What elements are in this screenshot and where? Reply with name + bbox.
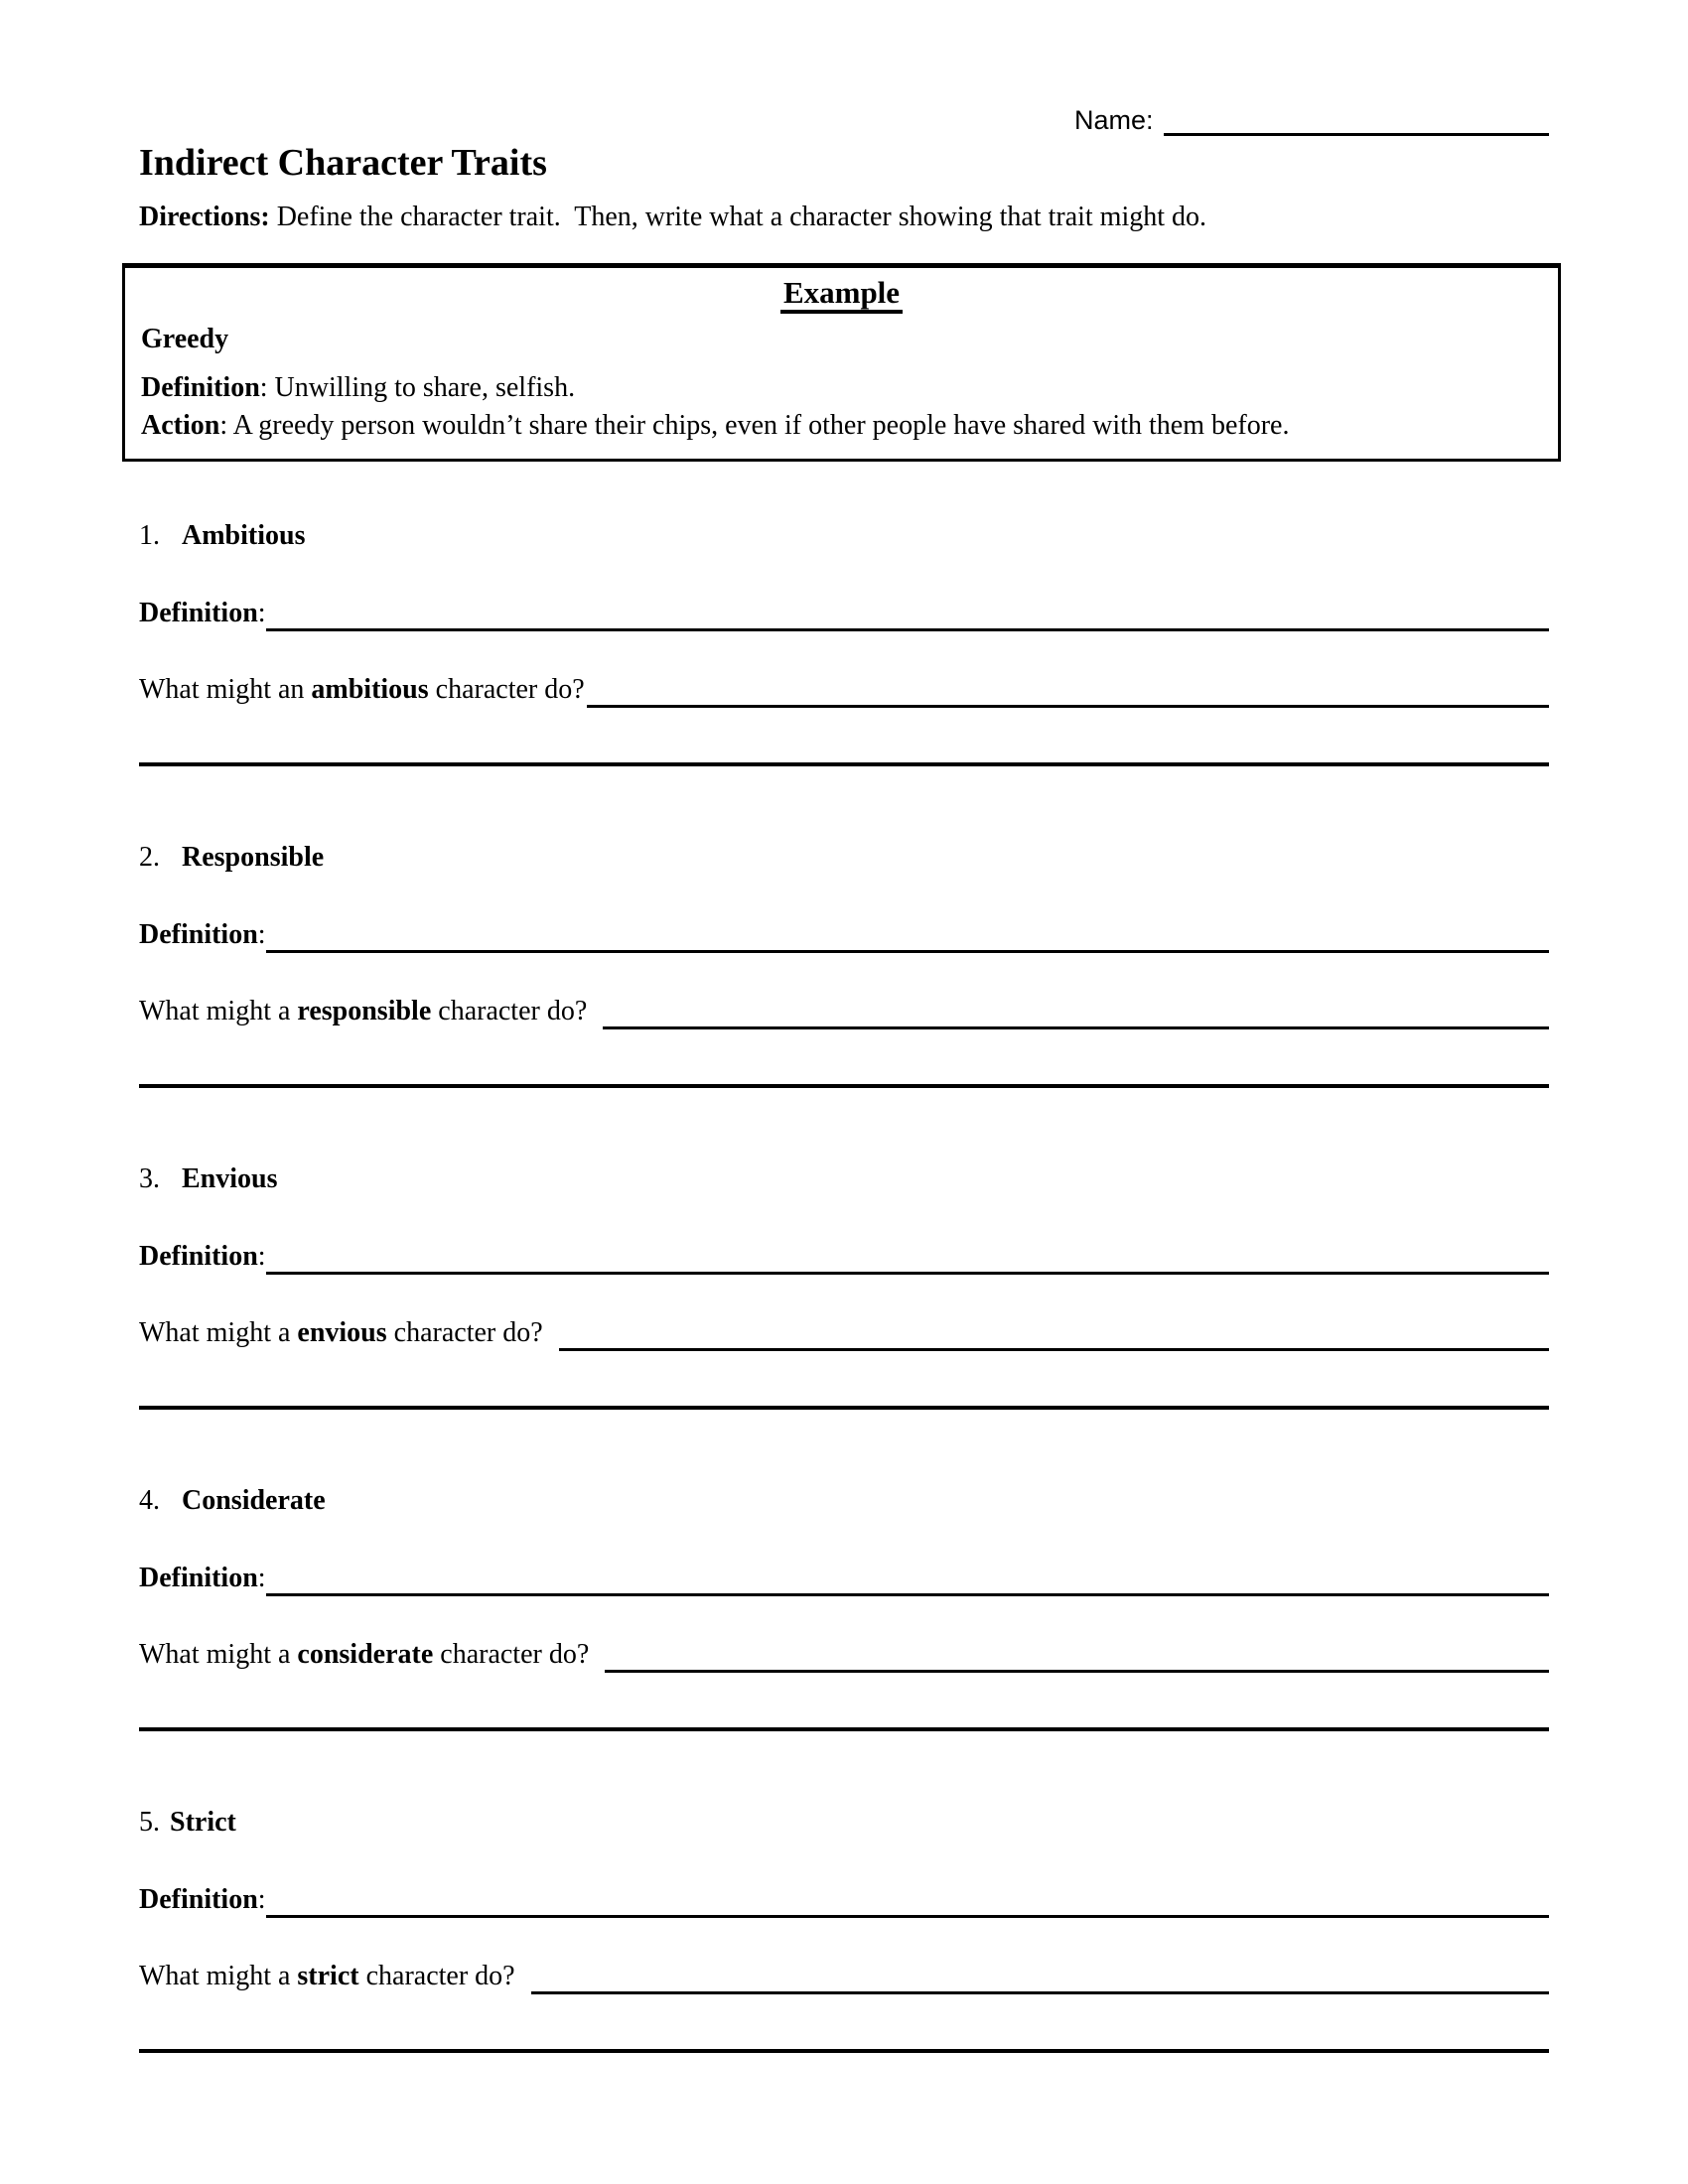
definition-row bbox=[139, 917, 1549, 953]
definition-row bbox=[139, 1561, 1549, 1596]
trait-section-ambitious bbox=[139, 518, 1549, 766]
question-prefix: What might an bbox=[139, 674, 312, 705]
trait-heading bbox=[139, 518, 1549, 554]
trait-heading bbox=[139, 1483, 1549, 1519]
trait-name: Considerate bbox=[182, 1485, 326, 1516]
page-title: Indirect Character Traits bbox=[139, 142, 547, 184]
answer-continuation-line bbox=[139, 1727, 1549, 1731]
definition-blank-line bbox=[266, 628, 1549, 631]
trait-number: 5. bbox=[139, 1807, 160, 1838]
example-box bbox=[122, 263, 1561, 462]
definition-label: Definition bbox=[139, 1241, 258, 1272]
directions-label: Directions: bbox=[139, 202, 270, 232]
definition-colon: : bbox=[257, 1884, 266, 1915]
question-trait: envious bbox=[297, 1317, 387, 1348]
definition-row bbox=[139, 1239, 1549, 1275]
definition-blank-line bbox=[266, 950, 1549, 953]
example-definition-label: Definition bbox=[141, 372, 260, 403]
trait-number: 2. bbox=[139, 842, 160, 873]
question-blank-line bbox=[587, 705, 1549, 708]
question-suffix: character do? bbox=[386, 1317, 543, 1348]
trait-number: 1. bbox=[139, 520, 160, 551]
question-row bbox=[139, 1637, 1549, 1673]
example-trait: Greedy bbox=[141, 324, 229, 354]
definition-colon: : bbox=[257, 598, 266, 628]
question-suffix: character do? bbox=[433, 1639, 590, 1670]
question-blank-line bbox=[559, 1348, 1549, 1351]
directions bbox=[139, 200, 1549, 235]
answer-continuation-line bbox=[139, 762, 1549, 766]
definition-blank-line bbox=[266, 1272, 1549, 1275]
question-blank-line bbox=[531, 1991, 1549, 1994]
trait-section-strict bbox=[139, 1805, 1549, 2053]
trait-name: Envious bbox=[182, 1163, 278, 1194]
name-field-row bbox=[1074, 103, 1549, 136]
question-suffix: character do? bbox=[358, 1961, 515, 1991]
example-definition-text: : Unwilling to share, selfish. bbox=[259, 372, 576, 403]
trait-section-considerate bbox=[139, 1483, 1549, 1731]
definition-label: Definition bbox=[139, 598, 258, 628]
question-trait: ambitious bbox=[311, 674, 429, 705]
definition-label: Definition bbox=[139, 1563, 258, 1593]
question-trait: strict bbox=[297, 1961, 359, 1991]
question-trait: considerate bbox=[297, 1639, 434, 1670]
answer-continuation-line bbox=[139, 1084, 1549, 1088]
trait-number: 4. bbox=[139, 1485, 160, 1516]
definition-row bbox=[139, 596, 1549, 631]
question-blank-line bbox=[603, 1026, 1549, 1029]
question-prefix: What might a bbox=[139, 996, 298, 1026]
definition-colon: : bbox=[257, 919, 266, 950]
trait-heading bbox=[139, 1161, 1549, 1197]
example-action bbox=[141, 407, 1542, 445]
definition-blank-line bbox=[266, 1593, 1549, 1596]
question-suffix: character do? bbox=[428, 674, 585, 705]
question-row bbox=[139, 672, 1549, 708]
question-row bbox=[139, 1959, 1549, 1994]
trait-name: Responsible bbox=[182, 842, 325, 873]
definition-blank-line bbox=[266, 1915, 1549, 1918]
trait-section-envious bbox=[139, 1161, 1549, 1410]
question-prefix: What might a bbox=[139, 1961, 298, 1991]
trait-section-responsible bbox=[139, 840, 1549, 1088]
definition-label: Definition bbox=[139, 919, 258, 950]
definition-row bbox=[139, 1882, 1549, 1918]
trait-heading bbox=[139, 1805, 1549, 1841]
question-row bbox=[139, 994, 1549, 1029]
example-definition bbox=[141, 369, 1542, 407]
name-blank-line bbox=[1164, 103, 1549, 136]
question-prefix: What might a bbox=[139, 1317, 298, 1348]
trait-name: Strict bbox=[170, 1807, 236, 1838]
trait-name: Ambitious bbox=[182, 520, 306, 551]
question-suffix: character do? bbox=[431, 996, 588, 1026]
answer-continuation-line bbox=[139, 1406, 1549, 1410]
question-blank-line bbox=[605, 1670, 1549, 1673]
definition-colon: : bbox=[257, 1241, 266, 1272]
question-prefix: What might a bbox=[139, 1639, 298, 1670]
question-trait: responsible bbox=[297, 996, 432, 1026]
example-heading-text: Example bbox=[780, 275, 903, 314]
question-row bbox=[139, 1315, 1549, 1351]
example-heading bbox=[141, 274, 1542, 314]
directions-body: Define the character trait. Then, write what a character showing that trait might do. bbox=[269, 202, 1207, 232]
definition-colon: : bbox=[257, 1563, 266, 1593]
name-label: Name: bbox=[1074, 105, 1154, 135]
example-action-label: Action bbox=[141, 410, 220, 441]
definition-label: Definition bbox=[139, 1884, 258, 1915]
example-action-text: : A greedy person wouldn’t share their chips, even if other people have shared with them before. bbox=[219, 410, 1290, 441]
trait-heading bbox=[139, 840, 1549, 876]
trait-number: 3. bbox=[139, 1163, 160, 1194]
answer-continuation-line bbox=[139, 2049, 1549, 2053]
